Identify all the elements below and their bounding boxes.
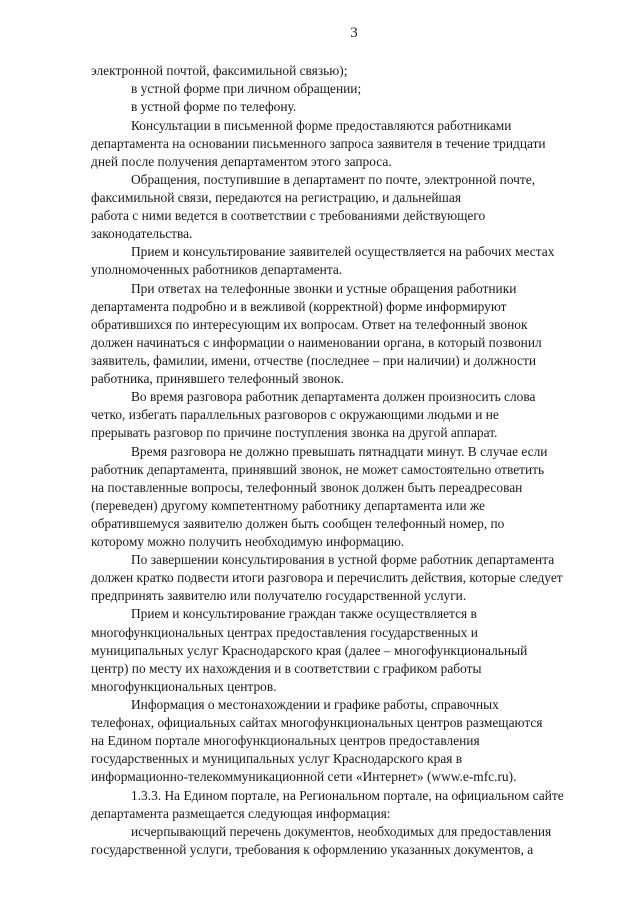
- text-line: Во время разговора работник департамента должен произносить слова: [131, 389, 536, 404]
- text-line: Прием и консультирование граждан также осуществляется в: [131, 606, 477, 621]
- text-line: уполномоченных работников департамента.: [91, 262, 343, 277]
- text-line: 1.3.3. На Едином портале, на Региональном портале, на официальном сайте: [131, 788, 564, 803]
- text-line: центр) по месту их нахождения и в соответствии с графиком работы: [91, 661, 482, 676]
- text-line: заявитель, фамилии, имени, отчестве (последнее – при наличии) и должности: [91, 353, 537, 368]
- text-line: исчерпывающий перечень документов, необходимых для предоставления: [131, 824, 552, 839]
- text-line: многофункциональных центрах предоставления государственных и: [91, 625, 478, 640]
- text-line: электронной почтой, факсимильной связью);: [91, 63, 348, 78]
- text-line: должен начинаться с информации о наименовании органа, в который позвонил: [91, 335, 542, 350]
- text-line: на поставленные вопросы, телефонный звонок должен быть переадресован: [91, 480, 523, 495]
- text-line: прерывать разговор по причине поступления звонка на другой аппарат.: [91, 425, 498, 440]
- page-number: 3: [350, 25, 358, 41]
- text-line: департамента размещается следующая информация:: [91, 806, 391, 821]
- text-line: работника, принявшего телефонный звонок.: [91, 371, 344, 386]
- text-line: многофункциональных центров.: [91, 679, 277, 694]
- text-line: департамента подробно и в вежливой (корректной) форме информируют: [91, 299, 507, 314]
- text-line: государственной услуги, требования к оформлению указанных документов, а: [91, 842, 534, 857]
- text-line: четко, избегать параллельных разговоров с окружающими людьми и не: [91, 407, 499, 422]
- text-line: Информация о местонахождении и графике работы, справочных: [131, 697, 499, 712]
- text-line: работник департамента, принявший звонок, не может самостоятельно ответить: [91, 462, 545, 477]
- text-line: должен кратко подвести итоги разговора и перечислить действия, которые следует: [91, 570, 563, 585]
- text-line: законодательства.: [91, 226, 193, 241]
- text-line: Консультации в письменной форме предоставляются работниками: [131, 118, 512, 133]
- text-line: обратившемуся заявителю должен быть сообщен телефонный номер, по: [91, 516, 505, 531]
- text-line: При ответах на телефонные звонки и устные обращения работники: [131, 281, 517, 296]
- text-line: дней после получения департаментом этого запроса.: [91, 154, 392, 169]
- text-line: на Едином портале многофункциональных центров предоставления: [91, 733, 480, 748]
- text-line: работа с ними ведется в соответствии с требованиями действующего: [91, 208, 486, 223]
- text-line: муниципальных услуг Краснодарского края (далее – многофункциональный: [91, 643, 528, 658]
- text-line: Прием и консультирование заявителей осуществляется на рабочих местах: [131, 244, 555, 259]
- text-line: Время разговора не должно превышать пятнадцати минут. В случае если: [131, 444, 548, 459]
- text-line: Обращения, поступившие в департамент по почте, электронной почте,: [131, 172, 536, 187]
- text-line: информационно-телекоммуникационной сети «Интернет» (www.e-mfc.ru).: [91, 769, 517, 784]
- text-line: (переведен) другому компетентному работнику департамента или же: [91, 498, 486, 513]
- text-line: государственных и муниципальных услуг Краснодарского края в: [91, 751, 463, 766]
- text-line: обратившихся по интересующим их вопросам. Ответ на телефонный звонок: [91, 317, 528, 332]
- text-line: предпринять заявителю или получателю государственной услуги.: [91, 588, 467, 603]
- text-line: которому можно получить необходимую информацию.: [91, 534, 405, 549]
- text-line: телефонах, официальных сайтах многофункциональных центров размещаются: [91, 715, 543, 730]
- text-line: в устной форме при личном обращении;: [131, 81, 362, 96]
- text-line: в устной форме по телефону.: [131, 99, 297, 114]
- text-line: По завершении консультирования в устной форме работник департамента: [131, 552, 555, 567]
- text-line: факсимильной связи, передаются на регистрацию, и дальнейшая: [91, 190, 461, 205]
- text-line: департамента на основании письменного запроса заявителя в течение тридцати: [91, 136, 546, 151]
